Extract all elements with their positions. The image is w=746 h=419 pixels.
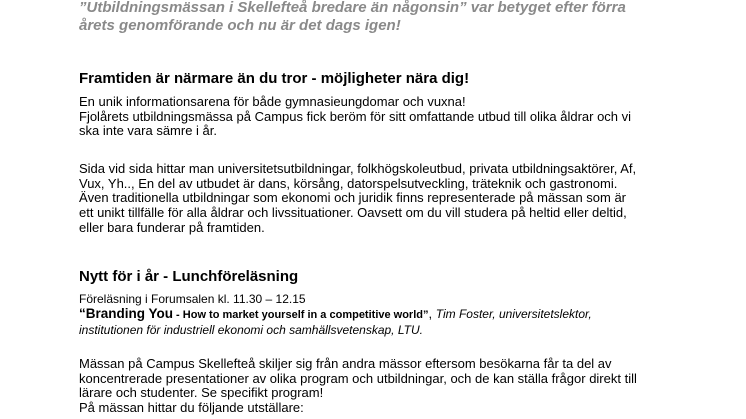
section2-paragraph: Mässan på Campus Skellefteå skiljer sig från andra mässor eftersom besökarna får ta del av koncentrerade presentationer av olika program och utbildningar, och de kan ställa frågor direkt till lärare och studenter. Se specifikt program! På mässan hittar du följande utställare: [79,356,637,416]
section1-paragraph-2: Sida vid sida hittar man universitetsutbildningar, folkhögskoleutbud, privata utbildningsaktörer, Af, Vux, Yh.., En del av utbudet är dans, körsång, datorspelsutveckling, träteknik och gastronomi. Även traditionella utbildningar som ekonomi och juridik finns representerade på mässan som är ett unikt tillfälle för alla åldrar och livssituationer. Oavsett om du vill studera på heltid eller deltid, eller bara funderar på framtiden. [79,161,637,235]
lecture-title-sub: - How to market yourself in a competitive world” [173,309,429,321]
lecture-title-main: “Branding You [79,306,173,321]
lecture-title: “Branding You - How to market yourself in a competitive world”, Tim Foster, universitetslektor, institutionen för industriell ekonomi och samhällsvetenskap, LTU. [79,306,592,337]
lecture-info: Föreläsning i Forumsalen kl. 11.30 – 12.15 [79,292,306,306]
lecture-speaker-institution: institutionen för industriell ekonomi och samhällsvetenskap, LTU. [79,322,423,337]
section1-paragraph-1: En unik informationsarena för både gymnasieungdomar och vuxna! Fjolårets utbildningsmässa på Campus fick beröm för sitt omfattande utbud till olika åldrar och vi ska inte vara sämre i år. [79,94,632,139]
intro-line-2: årets genomförande och nu är det dags igen! [79,17,401,34]
section1-heading: Framtiden är närmare än du tror - möjligheter nära dig! [79,70,470,87]
section2-heading: Nytt för i år - Lunchföreläsning [79,268,299,285]
lecture-speaker: Tim Foster, universitetslektor, [435,307,592,321]
intro-quote [79,0,626,35]
intro-line-1: ”Utbildningsmässan i Skellefteå bredare än någonsin” var betyget efter förra [79,0,626,16]
